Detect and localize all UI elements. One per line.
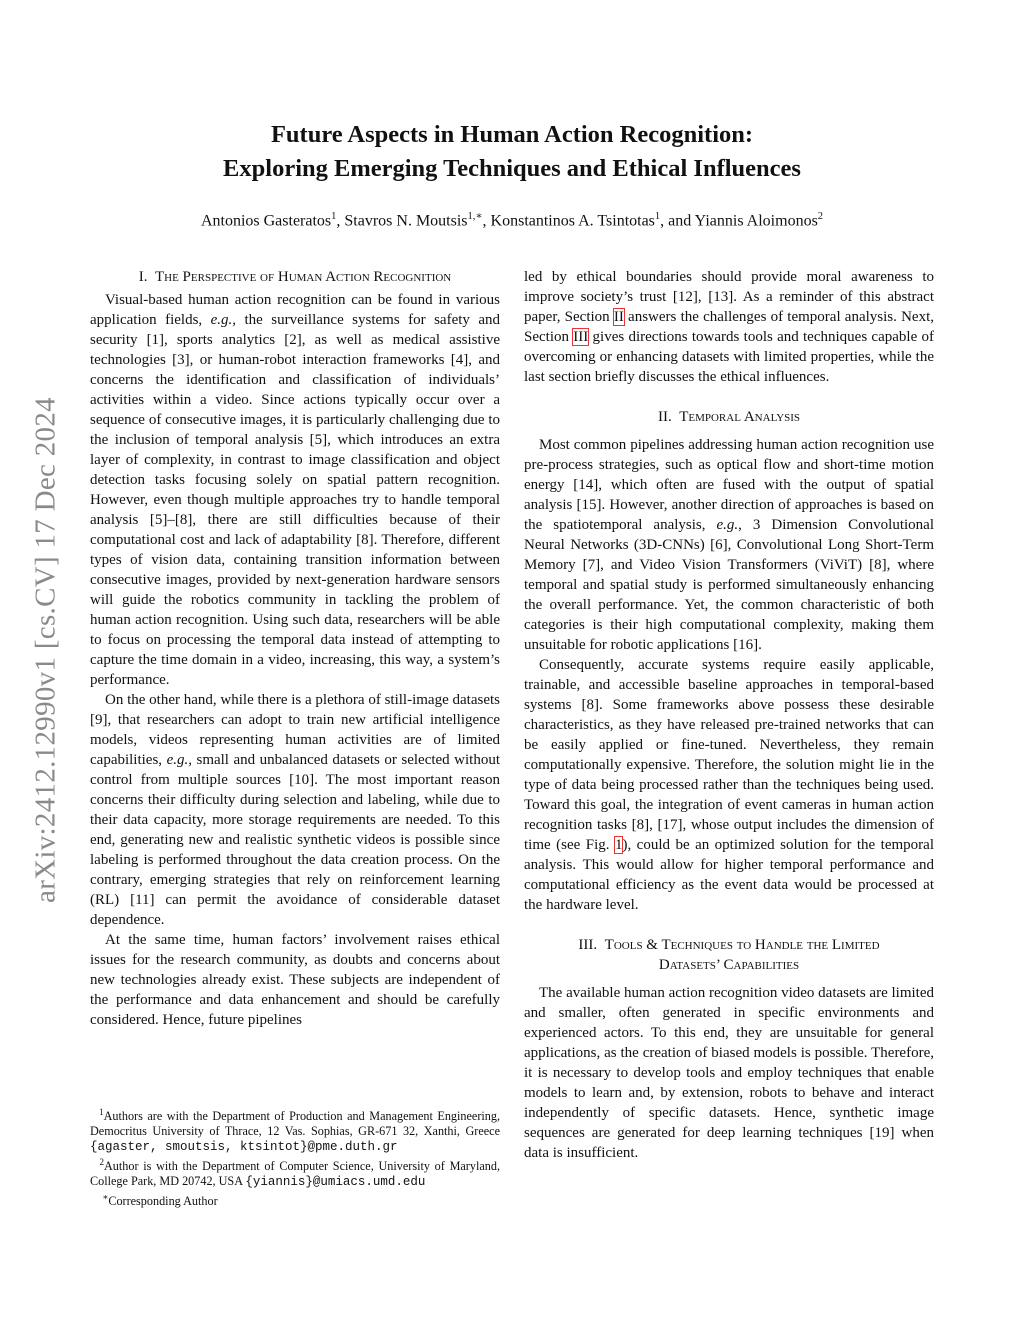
title-line-1: Future Aspects in Human Action Recognition: (270, 121, 754, 148)
title-line-2: Exploring Emerging Techniques and Ethical Influences (223, 155, 801, 182)
arxiv-id: arXiv:2412.12990v1 [cs.CV] 17 Dec 2024 (29, 397, 62, 903)
footnote: ∗Corresponding Author (102, 1192, 218, 1209)
paragraph: Consequently, accurate systems require easily applicable, trainable, and accessible baseline approaches in temporal-based systems [8]. Some frameworks above possess these desirable characteristics, as they have released pre-trained networks that can be easily applied or fine-tuned. Nevertheless, they remain computationally expensive. Therefore, the solution might lie in the type of data being processed rather than the techniques being used. Toward this goal, the integration of event cameras in human action recognition tasks [8], [17], whose output includes the dimension of time (see Fig. 1), could be an optimized solution for the temporal analysis. This would allow for higher temporal performance and computational efficiency as the event data would be processed at the hardware level. (524, 657, 934, 913)
paragraph: Visual-based human action recognition can be found in various application fields, e.g., the surveillance systems for safety and security [1], sports analytics [2], as well as medical assistive technologies [3], or human-robot interaction frameworks [4], and concerns the identification and classification of individuals’ activities within a video. Since actions typically occur over a sequence of consecutive images, it is particularly challenging due to the inclusion of temporal analysis [5], which introduces an extra layer of complexity, in contrast to image classification and object detection tasks focusing solely on spatial pattern recognition. However, even though multiple approaches try to handle temporal analysis [5]–[8], there are still difficulties because of their computational cost and lack of adaptability [8]. Therefore, different types of vision data, containing transition information between consecutive images, provided by next-generation hardware sensors will guide the robotics community in tackling the problem of human action recognition. Using such data, researchers will be able to focus on processing the temporal data instead of attempting to capture the time domain in a video, increasing, this way, a system’s performance. (90, 292, 501, 688)
arxiv-stamp (26, 350, 66, 950)
paragraph: The available human action recognition video datasets are limited and smaller, often generated in specific environments and experienced actors. To this end, they are unsuitable for general applications, as the creation of biased models is possible. Therefore, it is necessary to develop tools and employ techniques that enable models to learn and, by extension, robots to behave and interact independently of specific datasets. Hence, synthetic image sequences are generated for deep learning techniques [19] when data is insufficient. (524, 985, 934, 1161)
author-name: Konstantinos A. Tsintotas (490, 212, 655, 230)
author-separator: , (336, 212, 345, 230)
author-separator: , (482, 212, 491, 230)
figure-link[interactable]: 1 (614, 837, 623, 853)
section-number: I. (138, 269, 148, 285)
section-title: Temporal Analysis (679, 409, 801, 425)
author-name: Stavros N. Moutsis (344, 212, 468, 230)
section-number: II. (657, 409, 672, 425)
author-list (0, 210, 1024, 230)
author-affiliation: 1,∗ (467, 211, 483, 222)
author-affiliation: 2 (817, 211, 824, 222)
right-column (524, 267, 934, 1163)
footnote: $^2$Author is with the Department of Computer Science, University of Maryland, College Park, MD 20742, USA {yiannis}@umiacs.umd.edu (90, 1157, 500, 1190)
section-title: Tools & Techniques to Handle the Limited (604, 937, 880, 953)
section-link[interactable]: II (613, 309, 624, 325)
paragraph: Most common pipelines addressing human action recognition use pre-process strategies, such as optical flow and short-time motion energy [14], which often are fused with the output of spatial analysis [15]. However, another direction of approaches is based on the spatiotemporal analysis, e.g., 3 Dimension Convolutional Neural Networks (3D-CNNs) [6], Convolutional Long Short-Term Memory [7], and Video Vision Transformers (ViViT) [8], where temporal and spatial study is performed simultaneously enhancing the overall performance. Yet, the common characteristic of both categories is their high computational complexity, making them unsuitable for robotic applications [16]. (524, 437, 934, 653)
author-separator: , and (660, 212, 695, 230)
section-number: III. (578, 937, 598, 953)
paragraph: led by ethical boundaries should provide moral awareness to improve society’s trust [12], [13]. As a reminder of this abstract paper, Section II answers the challenges of temporal analysis. Next, Section III gives directions towards tools and techniques capable of overcoming or enhancing datasets with limited properties, while the last section briefly discusses the ethical influences. (524, 269, 934, 385)
section-heading-3 (524, 935, 934, 975)
paragraph: At the same time, human factors’ involvement raises ethical issues for the research community, as doubts and concerns about new technologies already exist. These subjects are independent of the performance and data enhancement and should be carefully considered. Hence, future pipelines (90, 932, 500, 1028)
author-name: Antonios Gasteratos (200, 212, 332, 230)
author-affiliation: 1 (331, 211, 337, 222)
section-heading-1 (90, 267, 500, 287)
footnote: $^1$Authors are with the Department of Production and Management Engineering, Democritus University of Thrace, 12 Vas. Sophias, GR-671 32, Xanthi, Greece {agaster, smoutsis, ktsintot}@pme.duth.gr (90, 1107, 501, 1155)
author-name: Yiannis Aloimonos (694, 212, 818, 230)
section-title: The Perspective of Human Action Recognition (154, 269, 452, 285)
section-title-cont: Datasets’ Capabilities (658, 957, 800, 973)
section-link[interactable]: III (573, 329, 589, 345)
section-heading-2 (524, 407, 934, 427)
left-column (90, 267, 500, 1030)
paper-title (0, 118, 1024, 186)
author-affiliation: 1 (654, 211, 661, 222)
footnotes (90, 1105, 500, 1209)
paragraph: On the other hand, while there is a plethora of still-image datasets [9], that researchers can adopt to train new artificial intelligence models, videos representing human activities are of limited capabilities, e.g., small and unbalanced datasets or selected without control from multiple sources [10]. The most important reason concerns their difficulty during selection and labeling, while due to their data capacity, more storage requirements are needed. To this end, generating new and realistic synthetic videos is possible since labeling is performed throughout the data creation process. On the contrary, emerging strategies that rely on reinforcement learning (RL) [11] can permit the avoidance of considerable dataset dependence. (90, 692, 500, 928)
